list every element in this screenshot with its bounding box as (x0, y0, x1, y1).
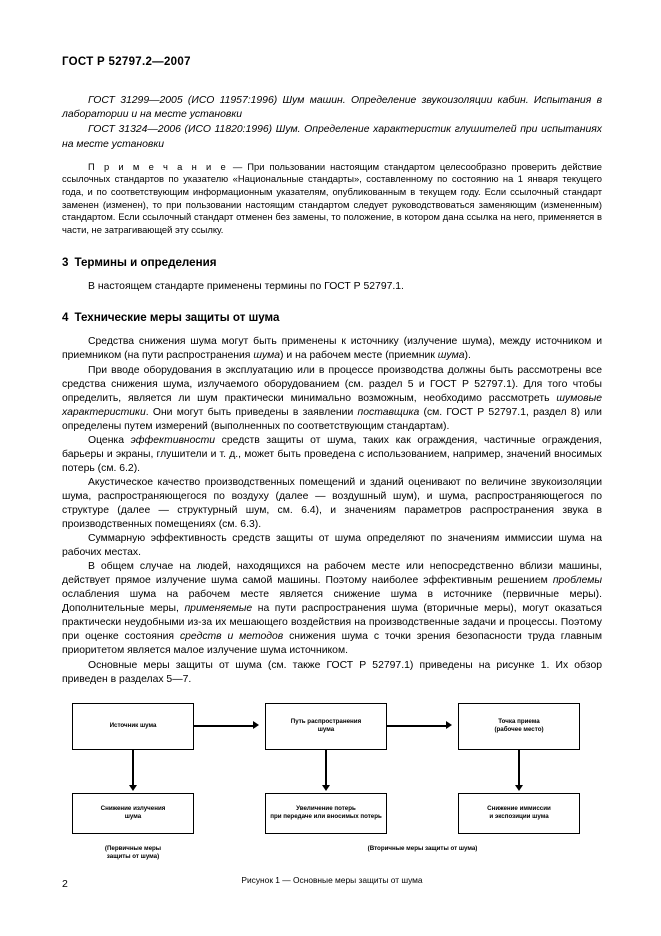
section-number: 3 (62, 256, 69, 270)
note-block (62, 161, 602, 237)
connector-source-to-path (194, 725, 253, 727)
section-3-body (62, 280, 602, 294)
paragraph: Средства снижения шума могут быть применены к источнику (излучение шума), между источником и приемником (на пути распространения шума) и на рабочем месте (приемник шума). (62, 336, 602, 362)
figure-box-increase-losses (265, 793, 387, 834)
arrow-down-icon (129, 785, 137, 791)
note-dash: — (227, 160, 248, 172)
reference-item: ГОСТ 31324—2006 (ИСО 11820:1996) Шум. Определение характеристик глушителей при испытаниях на месте установки (62, 124, 602, 150)
figure-box-label: Точка приема (рабочее место) (494, 717, 544, 734)
arrow-down-icon (322, 785, 330, 791)
figure-noise-control-measures (62, 699, 602, 899)
paragraph: Основные меры защиты от шума (см. также ГОСТ Р 52797.1) приведены на рисунке 1. Их обзор приведен в разделах 5—7. (62, 659, 602, 685)
arrow-right-icon (253, 721, 259, 729)
section-heading-3 (62, 256, 602, 269)
connector-path-down (325, 750, 327, 786)
figure-box-label: Источник шума (109, 721, 157, 729)
figure-box-propagation-path (265, 703, 387, 750)
figure-box-label: Снижение излучения шума (100, 804, 166, 821)
page-number: 2 (62, 878, 68, 890)
figure-box-reduce-immission (458, 793, 580, 834)
note-lead-label: П р и м е ч а н и е (88, 160, 228, 172)
section-number: 4 (62, 311, 69, 325)
note-paragraph (62, 161, 602, 237)
section-title: Термины и определения (74, 256, 217, 270)
figure-box-noise-source (72, 703, 194, 750)
arrow-right-icon (446, 721, 452, 729)
section-heading-4 (62, 311, 602, 324)
paragraph: При вводе оборудования в эксплуатацию или в процессе производства должны быть рассмотрены все средства снижения шума, излучаемого оборудованием (см. раздел 5 и ГОСТ Р 52797.1). Для того чтобы определить, является ли шум практически минимально возможным, необходимо рассмотреть шумовые характеристики. Они могут быть приведены в заявлении поставщика (см. ГОСТ Р 52797.1, раздел 8) или определены путем измерений (выполненных по соответствующим стандартам). (62, 364, 602, 432)
figure-title: Рисунок 1 — Основные меры защиты от шума (241, 874, 423, 885)
page-content (62, 56, 602, 899)
figure-caption-primary-measures: (Первичные меры защиты от шума) (104, 844, 162, 861)
figure-box-receiver-point (458, 703, 580, 750)
connector-source-down (132, 750, 134, 786)
figure-box-label: Путь распространения шума (290, 717, 362, 734)
document-header: ГОСТ Р 52797.2—2007 (62, 56, 191, 68)
connector-receiver-down (518, 750, 520, 786)
section-spacer (62, 294, 602, 311)
connector-path-to-receiver (387, 725, 446, 727)
paragraph: Оценка эффективности средств защиты от шума, таких как ограждения, частичные ограждения, барьеры и экраны, глушители и т. д., может быть проведена с использованием, например, значений вносимых потерь (см. 6.2). (62, 434, 602, 474)
figure-box-reduce-emission (72, 793, 194, 834)
figure-box-label: Увеличение потерь при передаче или вносимых потерь (270, 804, 382, 821)
section-title: Технические меры защиты от шума (74, 311, 280, 325)
normative-references-block (62, 94, 602, 152)
paragraph: Акустическое качество производственных помещений и зданий оценивают по величине звукоизоляции шума, распространяющегося по воздуху (далее — воздушный шум), и шума, распространяющегося по структуре (далее — структурный шум, см. 6.4), и значениям параметров распространения звука в производственных помещениях (см. 6.3). (62, 476, 602, 531)
reference-item: ГОСТ 31299—2005 (ИСО 11957:1996) Шум машин. Определение звукоизоляции кабин. Испытания в лаборатории и на месте установки (62, 95, 602, 121)
note-text: При пользовании настоящим стандартом целесообразно проверить действие ссылочных стандартов по указателю «Национальные стандарты», составленному по состоянию на 1 января текущего года, и по соответствующим информационным указателям, опубликованным в текущем году. Если ссылочный стандарт заменен (изменен), то при пользовании настоящим стандартом следует руководствоваться заменяющим (измененным) стандартом. Если ссылочный стандарт отменен без замены, то положение, в котором дана ссылка на него, применяется в части, не затрагивающей эту ссылку. (62, 160, 603, 235)
figure-caption-secondary-measures: (Вторичные меры защиты от шума) (367, 844, 478, 852)
arrow-down-icon (515, 785, 523, 791)
paragraph: В настоящем стандарте применены термины по ГОСТ Р 52797.1. (88, 281, 404, 293)
figure-box-label: Снижение иммиссии и экспозиции шума (487, 804, 551, 821)
paragraph: Суммарную эффективность средств защиты от шума определяют по значениям иммиссии шума на рабочих местах. (62, 533, 602, 559)
paragraph: В общем случае на людей, находящихся на рабочем месте или непосредственно вблизи машины, действует прямое излучение шума самой машины. Поэтому наиболее эффективным решением проблемы ослабления шума на рабочем месте является снижение шума в источнике (первичные меры). Дополнительные меры, применяемые на пути распространения шума (вторичные меры), могут оказаться практически неудобными из-за их мешающего воздействия на производственные задачи и процессы. Поэтому при оценке состояния средств и методов снижения шума с точки зрения безопасности труда главным приоритетом является малое излучение шума источником. (62, 561, 602, 657)
section-4-body (62, 335, 602, 686)
